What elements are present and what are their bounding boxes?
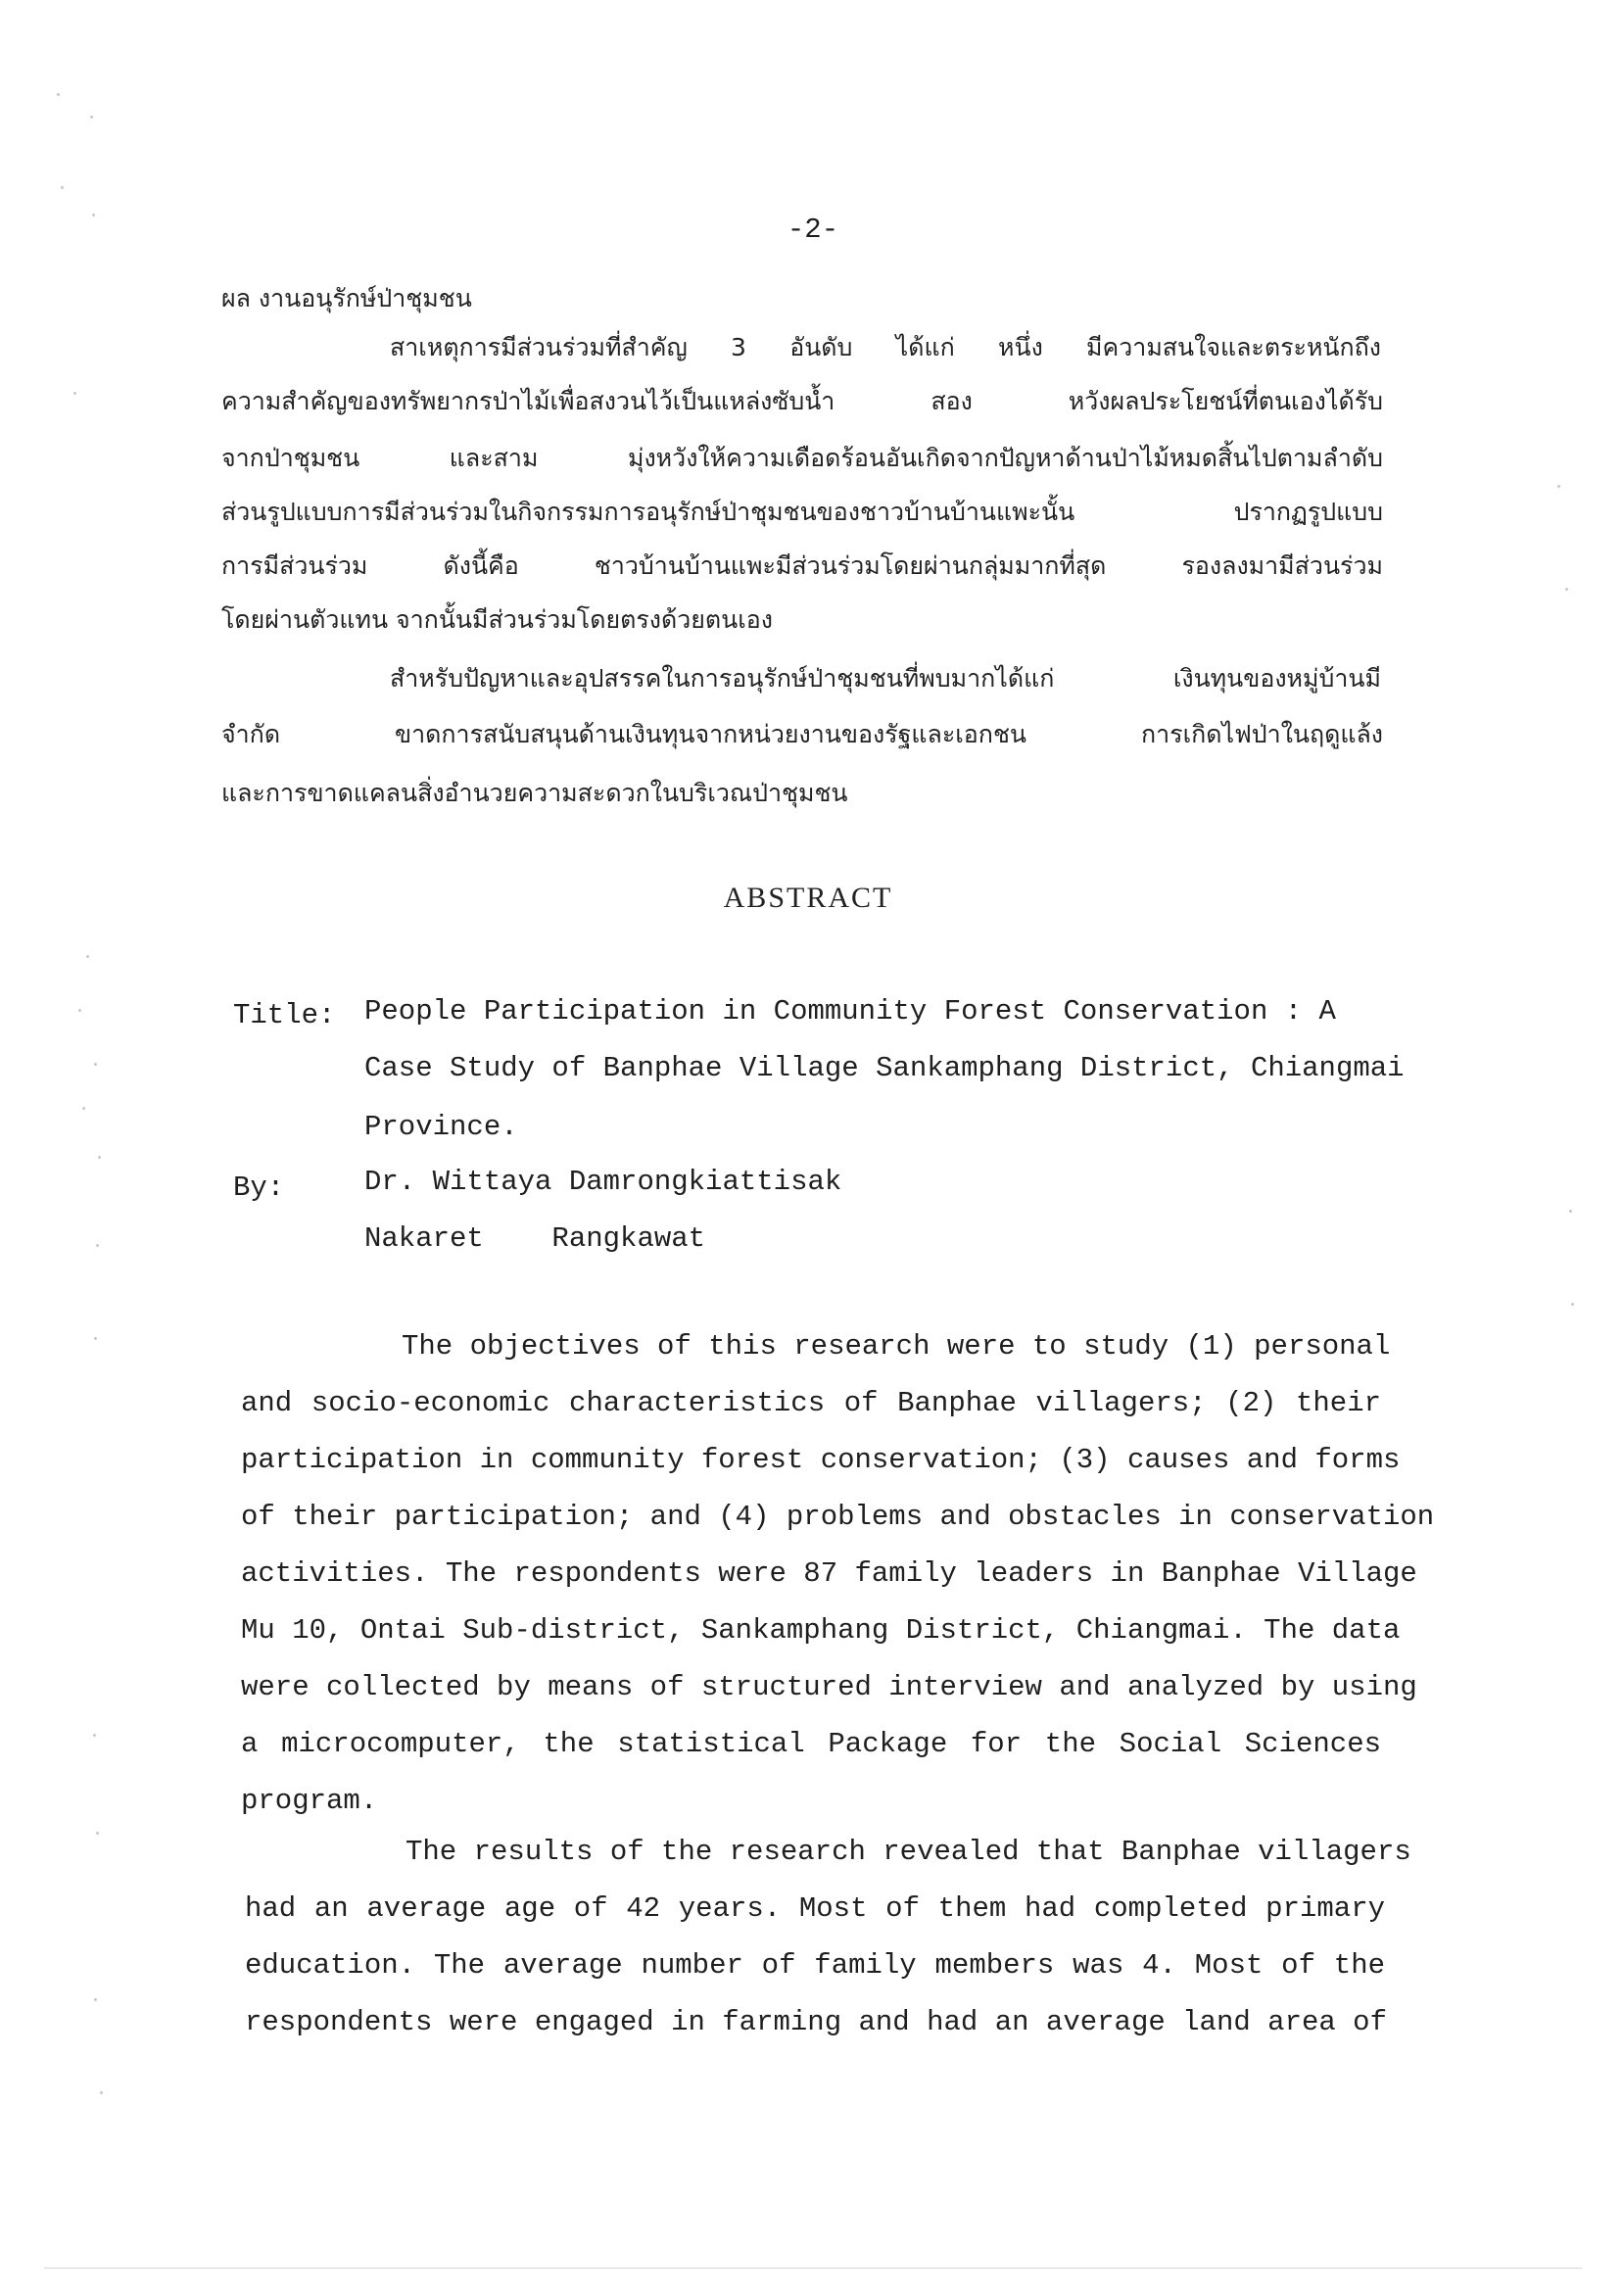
thai-line: ส่วนรูปแบบการมีส่วนร่วมในกิจกรรมการอนุรักษ์ป่าชุมชนของชาวบ้านบ้านแพะนั้น ปรากฏรูปแบบ (221, 498, 1383, 526)
scan-speck (86, 955, 89, 958)
scan-speck (94, 1337, 97, 1340)
scan-speck (73, 392, 76, 395)
scan-speck (1565, 588, 1568, 591)
scan-speck (57, 93, 60, 96)
abstract-heading: ABSTRACT (723, 882, 893, 914)
paragraph-line: were collected by means of structured interview and analyzed by using (241, 1671, 1417, 1703)
scan-speck (78, 1009, 81, 1012)
scan-speck (90, 116, 93, 119)
paragraph-line: and socio-economic characteristics of Banphae villagers; (2) their (241, 1387, 1381, 1419)
paragraph-line: The objectives of this research were to study (1) personal (402, 1330, 1391, 1363)
scan-edge-line (44, 2268, 1582, 2269)
thai-line: จำกัด ขาดการสนับสนุนด้านเงินทุนจากหน่วยงานของรัฐและเอกชน การเกิดไฟป่าในฤดูแล้ง (221, 720, 1383, 748)
paragraph-line: activities. The respondents were 87 family leaders in Banphae Village (241, 1557, 1417, 1590)
paragraph-line: a microcomputer, the statistical Package for the Social Sciences (241, 1728, 1381, 1760)
thai-line: สำหรับปัญหาและอุปสรรคในการอนุรักษ์ป่าชุมชนที่พบมากได้แก่ เงินทุนของหมู่บ้านมี (390, 664, 1381, 693)
thai-line: สาเหตุการมีส่วนร่วมที่สำคัญ 3 อันดับ ได้แก่ หนึ่ง มีความสนใจและตระหนักถึง (390, 333, 1381, 361)
scan-speck (1557, 485, 1560, 488)
title-label: Title: (233, 999, 336, 1031)
author-name: Dr. Wittaya Damrongkiattisak (364, 1166, 842, 1198)
paragraph-line: program. (241, 1785, 378, 1817)
thai-line: ผล งานอนุรักษ์ป่าชุมชน (221, 284, 472, 312)
scan-speck (92, 214, 95, 216)
scan-speck (98, 1156, 101, 1159)
scan-speck (100, 2091, 103, 2094)
scan-speck (96, 1832, 99, 1835)
paragraph-line: participation in community forest conservation; (3) causes and forms (241, 1444, 1401, 1476)
paragraph-line: Mu 10, Ontai Sub-district, Sankamphang District, Chiangmai. The data (241, 1614, 1401, 1647)
author-name: Nakaret Rangkawat (364, 1222, 706, 1255)
scan-speck (93, 1734, 96, 1737)
paragraph-line: education. The average number of family members was 4. Most of the (245, 1949, 1385, 1982)
thai-line: จากป่าชุมชน และสาม มุ่งหวังให้ความเดือดร้อนอันเกิดจากปัญหาด้านป่าไม้หมดสิ้นไปตามลำดับ (221, 444, 1383, 472)
scan-speck (1571, 1303, 1574, 1306)
by-label: By: (233, 1172, 285, 1204)
scan-speck (61, 186, 64, 189)
scan-speck (82, 1107, 85, 1110)
scan-speck (94, 1998, 97, 2001)
title-line: Province. (364, 1111, 518, 1143)
page-number: -2- (787, 214, 839, 246)
scan-speck (96, 1244, 99, 1247)
thai-line: และการขาดแคลนสิ่งอำนวยความสะดวกในบริเวณป่าชุมชน (221, 779, 848, 807)
paragraph-line: of their participation; and (4) problems and obstacles in conservation (241, 1501, 1435, 1533)
title-line: Case Study of Banphae Village Sankamphang District, Chiangmai (364, 1052, 1405, 1084)
scan-speck (1569, 1210, 1572, 1213)
thai-line: ความสำคัญของทรัพยากรป่าไม้เพื่อสงวนไว้เป็นแหล่งซับน้ำ สอง หวังผลประโยชน์ที่ตนเองได้รับ (221, 387, 1383, 415)
paragraph-line: respondents were engaged in farming and had an average land area of (245, 2006, 1387, 2038)
thai-line: การมีส่วนร่วม ดังนี้คือ ชาวบ้านบ้านแพะมีส่วนร่วมโดยผ่านกลุ่มมากที่สุด รองลงมามีส่วนร่วม (221, 551, 1383, 580)
title-line: People Participation in Community Forest Conservation : A (364, 995, 1336, 1028)
thai-line: โดยผ่านตัวแทน จากนั้นมีส่วนร่วมโดยตรงด้วยตนเอง (221, 605, 774, 634)
scan-speck (94, 1063, 97, 1066)
paragraph-line: The results of the research revealed that Banphae villagers (406, 1836, 1411, 1868)
paragraph-line: had an average age of 42 years. Most of them had completed primary (245, 1892, 1385, 1925)
